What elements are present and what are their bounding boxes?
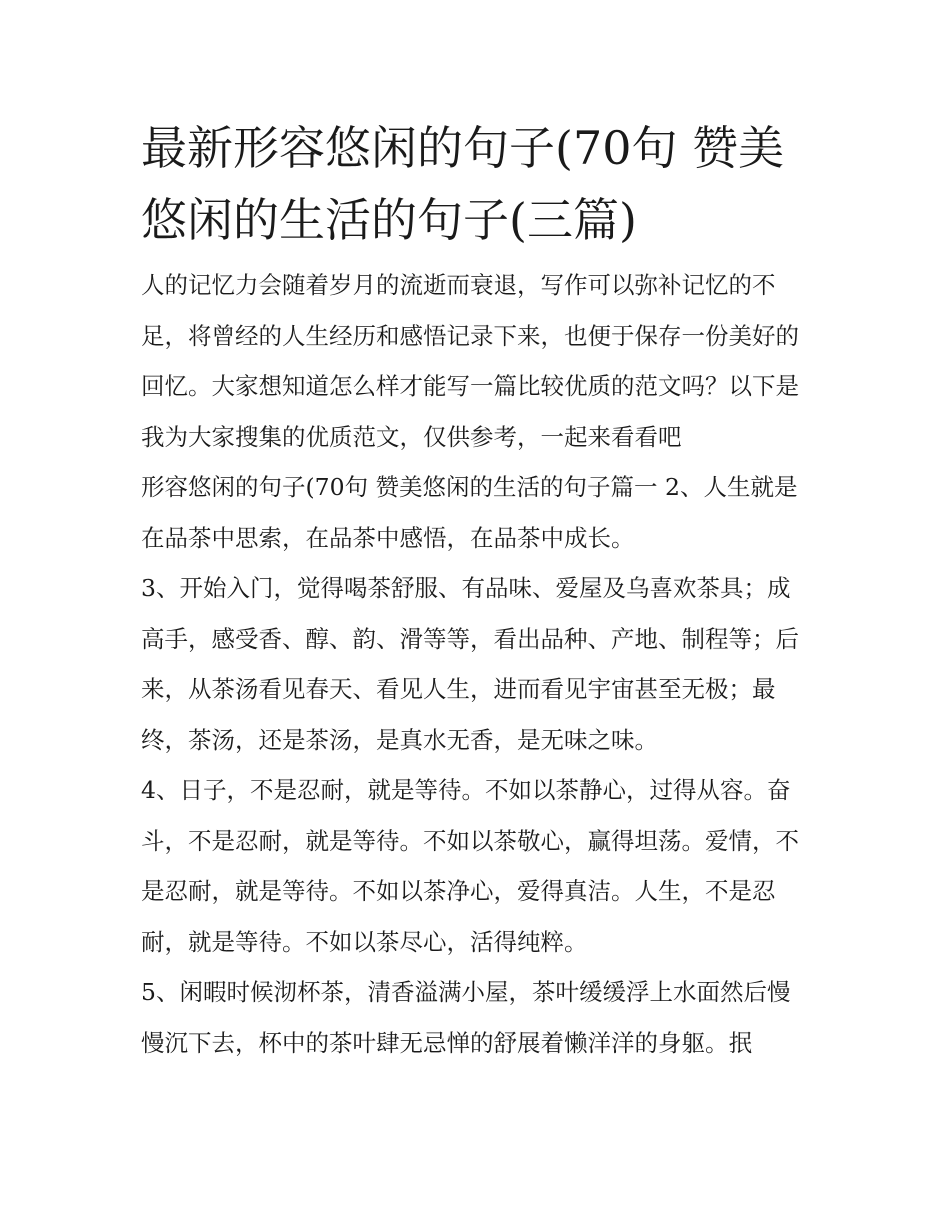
paragraph-4: 5、闲暇时候沏杯茶，清香溢满小屋，茶叶缓缓浮上水面然后慢慢沉下去，杯中的茶叶肆无忌惮的舒展着懒洋洋的身躯。抿: [141, 978, 791, 1057]
document-body: [141, 260, 813, 1068]
paragraph-3: 4、日子，不是忍耐，就是等待。不如以茶静心，过得从容。奋斗，不是忍耐，就是等待。不如以茶敬心，赢得坦荡。爱情，不是忍耐，就是等待。不如以茶净心，爱得真洁。人生，不是忍耐，就是等待。不如以茶尽心，活得纯粹。: [141, 776, 799, 956]
paragraph-intro: 人的记忆力会随着岁月的流逝而衰退，写作可以弥补记忆的不足，将曾经的人生经历和感悟记录下来，也便于保存一份美好的回忆。大家想知道怎么样才能写一篇比较优质的范文吗？以下是我为大家搜集的优质范文，仅供参考，一起来看看吧: [141, 271, 799, 451]
paragraph-2: 3、开始入门，觉得喝茶舒服、有品味、爱屋及乌喜欢茶具；成高手，感受香、醇、韵、滑等等，看出品种、产地、制程等；后来，从茶汤看见春天、看见人生，进而看见宇宙甚至无极；最终，茶汤，还是茶汤，是真水无香，是无味之味。: [141, 574, 799, 754]
document-content: [141, 112, 813, 1068]
document-title: 最新形容悠闲的句子(70句 赞美悠闲的生活的句子(三篇): [141, 121, 785, 247]
paragraph-1: 形容悠闲的句子(70句 赞美悠闲的生活的句子篇一 2、人生就是在品茶中思索，在品茶中感悟，在品茶中成长。: [141, 473, 798, 552]
